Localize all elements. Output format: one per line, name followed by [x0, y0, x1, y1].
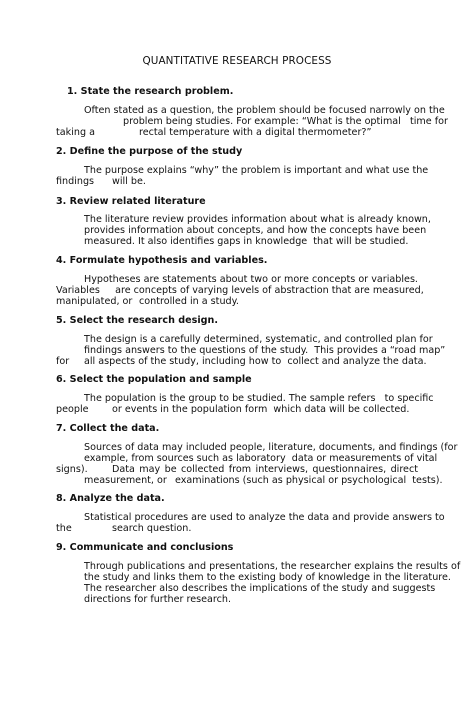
section-3-line-3: measured. It also identifies gaps in knowledge that will be studied. — [84, 236, 409, 247]
section-5-line-4: all aspects of the study, including how to collect and analyze the data. — [84, 356, 427, 367]
section-7-line-1: Sources of data may included people, literature, documents, and findings (for — [84, 442, 458, 453]
section-3-line-2: provides information about concepts, and how the concepts have been — [84, 225, 427, 236]
section-8-line-1: Statistical procedures are used to analyze the data and provide answers to — [84, 512, 445, 523]
section-1-line-1: Often stated as a question, the problem should be focused narrowly on the — [84, 105, 445, 116]
section-heading-3: 3. Review related literature — [56, 196, 206, 207]
section-heading-5: 5. Select the research design. — [56, 315, 218, 326]
section-1-line-2: problem being studies. For example: “What is the optimal time for — [123, 116, 448, 127]
section-heading-4: 4. Formulate hypothesis and variables. — [56, 255, 268, 266]
section-5-line-2: findings answers to the questions of the study. This provides a “road map” — [84, 345, 446, 356]
section-4-line-3: manipulated, or — [56, 296, 133, 307]
section-2-line-1: The purpose explains “why” the problem is important and what use the — [84, 165, 429, 176]
section-1-line-4: rectal temperature with a digital thermometer?” — [139, 127, 372, 138]
section-6-line-3: or events in the population form which data will be collected. — [112, 404, 410, 415]
section-8-line-3: search question. — [112, 523, 192, 534]
section-heading-2: 2. Define the purpose of the study — [56, 146, 243, 157]
section-4-line-4: controlled in a study. — [139, 296, 239, 307]
section-9-line-1: Through publications and presentations, the researcher explains the results of — [84, 561, 461, 572]
section-7-line-2: example, from sources such as laboratory data or measurements of vital — [84, 453, 438, 464]
section-heading-6: 6. Select the population and sample — [56, 374, 252, 385]
section-7-line-3: signs). — [56, 464, 88, 475]
section-7-line-6: examinations (such as physical or psychological tests). — [175, 475, 443, 486]
section-8-line-2: the — [56, 523, 72, 534]
section-4-line-2: Variables are concepts of varying levels of abstraction that are measured, — [56, 285, 424, 296]
section-2-line-3: will be. — [112, 176, 146, 187]
section-1-line-3: taking a — [56, 127, 95, 138]
section-4-line-1: Hypotheses are statements about two or more concepts or variables. — [84, 274, 418, 285]
section-heading-9: 9. Communicate and conclusions — [56, 542, 234, 553]
section-heading-1: 1. State the research problem. — [67, 86, 234, 97]
section-5-line-3: for — [56, 356, 70, 367]
section-7-line-5: measurement, or — [84, 475, 167, 486]
section-6-line-1: The population is the group to be studied. The sample refers to specific — [84, 393, 434, 404]
section-9-line-4: directions for further research. — [84, 594, 232, 605]
section-heading-8: 8. Analyze the data. — [56, 493, 165, 504]
section-heading-7: 7. Collect the data. — [56, 423, 160, 434]
section-3-line-1: The literature review provides information about what is already known, — [84, 214, 431, 225]
section-6-line-2: people — [56, 404, 89, 415]
section-9-line-2: the study and links them to the existing body of knowledge in the literature. — [84, 572, 451, 583]
document-title: QUANTITATIVE RESEARCH PROCESS — [142, 55, 332, 67]
section-2-line-2: findings — [56, 176, 95, 187]
section-9-line-3: The researcher also describes the implications of the study and suggests — [84, 583, 436, 594]
section-7-line-4: Data may be collected from interviews, questionnaires, direct — [112, 464, 418, 475]
section-5-line-1: The design is a carefully determined, systematic, and controlled plan for — [84, 334, 433, 345]
